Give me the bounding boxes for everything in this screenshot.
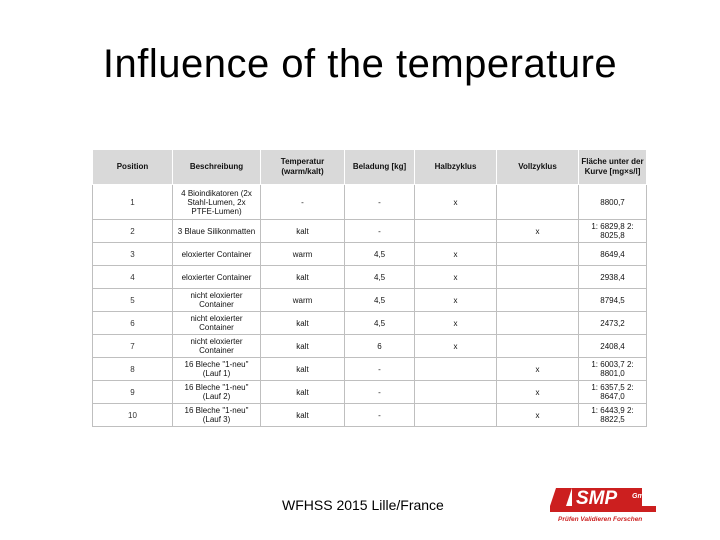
- cell-position: 8: [93, 358, 173, 381]
- cell-flaeche: 1: 6357,5 2: 8647,0: [579, 381, 647, 404]
- cell-halbzyklus: [415, 220, 497, 243]
- cell-temperatur: kalt: [261, 335, 345, 358]
- cell-beschreibung: nicht eloxierter Container: [173, 312, 261, 335]
- cell-beladung: 4,5: [345, 312, 415, 335]
- cell-temperatur: kalt: [261, 220, 345, 243]
- cell-vollzyklus: [497, 266, 579, 289]
- cell-beschreibung: 16 Bleche "1-neu" (Lauf 1): [173, 358, 261, 381]
- cell-flaeche: 2938,4: [579, 266, 647, 289]
- svg-text:GmbH: GmbH: [632, 493, 653, 500]
- cell-beschreibung: 3 Blaue Silikonmatten: [173, 220, 261, 243]
- header-position: Position: [93, 150, 173, 185]
- cell-vollzyklus: [497, 335, 579, 358]
- cell-flaeche: 8649,4: [579, 243, 647, 266]
- cell-beladung: 4,5: [345, 266, 415, 289]
- cell-position: 9: [93, 381, 173, 404]
- results-table: [92, 149, 647, 427]
- cell-beschreibung: nicht eloxierter Container: [173, 289, 261, 312]
- cell-vollzyklus: [497, 185, 579, 220]
- table-row: [93, 220, 647, 243]
- cell-halbzyklus: [415, 381, 497, 404]
- cell-flaeche: 1: 6829,8 2: 8025,8: [579, 220, 647, 243]
- cell-position: 1: [93, 185, 173, 220]
- cell-position: 3: [93, 243, 173, 266]
- cell-beladung: 4,5: [345, 243, 415, 266]
- cell-flaeche: 8800,7: [579, 185, 647, 220]
- cell-flaeche: 2473,2: [579, 312, 647, 335]
- cell-beladung: 6: [345, 335, 415, 358]
- cell-beschreibung: 16 Bleche "1-neu" (Lauf 2): [173, 381, 261, 404]
- smp-logo: [550, 486, 666, 524]
- table-row: [93, 358, 647, 381]
- header-halbzyklus: Halbzyklus: [415, 150, 497, 185]
- cell-temperatur: -: [261, 185, 345, 220]
- header-temperatur: Temperatur (warm/kalt): [261, 150, 345, 185]
- cell-halbzyklus: x: [415, 266, 497, 289]
- cell-beschreibung: 16 Bleche "1-neu" (Lauf 3): [173, 404, 261, 427]
- cell-vollzyklus: x: [497, 404, 579, 427]
- table-row: [93, 404, 647, 427]
- cell-vollzyklus: [497, 289, 579, 312]
- cell-beschreibung: eloxierter Container: [173, 243, 261, 266]
- cell-halbzyklus: x: [415, 312, 497, 335]
- cell-flaeche: 8794,5: [579, 289, 647, 312]
- cell-vollzyklus: [497, 312, 579, 335]
- cell-halbzyklus: x: [415, 243, 497, 266]
- cell-temperatur: warm: [261, 243, 345, 266]
- table-row: [93, 243, 647, 266]
- cell-halbzyklus: x: [415, 289, 497, 312]
- table-row: [93, 335, 647, 358]
- cell-vollzyklus: [497, 243, 579, 266]
- cell-beladung: 4,5: [345, 289, 415, 312]
- cell-beladung: -: [345, 358, 415, 381]
- cell-temperatur: kalt: [261, 358, 345, 381]
- cell-beladung: -: [345, 381, 415, 404]
- header-flaeche: Fläche unter der Kurve [mg×s/l]: [579, 150, 647, 185]
- cell-beladung: -: [345, 220, 415, 243]
- cell-position: 7: [93, 335, 173, 358]
- cell-beschreibung: 4 Bioindikatoren (2x Stahl-Lumen, 2x PTFE-Lumen): [173, 185, 261, 220]
- cell-halbzyklus: x: [415, 335, 497, 358]
- svg-text:Prüfen Validieren Forschen: Prüfen Validieren Forschen: [558, 516, 643, 523]
- table-row: [93, 185, 647, 220]
- slide-title: Influence of the temperature: [102, 42, 618, 86]
- cell-position: 4: [93, 266, 173, 289]
- cell-flaeche: 2408,4: [579, 335, 647, 358]
- cell-vollzyklus: x: [497, 381, 579, 404]
- cell-halbzyklus: [415, 358, 497, 381]
- cell-temperatur: kalt: [261, 404, 345, 427]
- cell-position: 2: [93, 220, 173, 243]
- header-vollzyklus: Vollzyklus: [497, 150, 579, 185]
- header-beschreibung: Beschreibung: [173, 150, 261, 185]
- header-beladung: Beladung [kg]: [345, 150, 415, 185]
- table-row: [93, 289, 647, 312]
- cell-vollzyklus: x: [497, 358, 579, 381]
- cell-temperatur: kalt: [261, 266, 345, 289]
- table-row: [93, 381, 647, 404]
- svg-text:SMP: SMP: [576, 488, 618, 509]
- cell-beschreibung: eloxierter Container: [173, 266, 261, 289]
- logo-mark: [550, 488, 656, 523]
- cell-position: 10: [93, 404, 173, 427]
- table-header-row: [93, 150, 647, 185]
- cell-halbzyklus: [415, 404, 497, 427]
- cell-flaeche: 1: 6443,9 2: 8822,5: [579, 404, 647, 427]
- cell-beladung: -: [345, 185, 415, 220]
- cell-halbzyklus: x: [415, 185, 497, 220]
- cell-beladung: -: [345, 404, 415, 427]
- cell-position: 5: [93, 289, 173, 312]
- cell-flaeche: 1: 6003,7 2: 8801,0: [579, 358, 647, 381]
- cell-position: 6: [93, 312, 173, 335]
- cell-temperatur: kalt: [261, 312, 345, 335]
- cell-temperatur: warm: [261, 289, 345, 312]
- cell-beschreibung: nicht eloxierter Container: [173, 335, 261, 358]
- cell-temperatur: kalt: [261, 381, 345, 404]
- cell-vollzyklus: x: [497, 220, 579, 243]
- footer-text: WFHSS 2015 Lille/France: [282, 497, 444, 513]
- table-row: [93, 266, 647, 289]
- table-row: [93, 312, 647, 335]
